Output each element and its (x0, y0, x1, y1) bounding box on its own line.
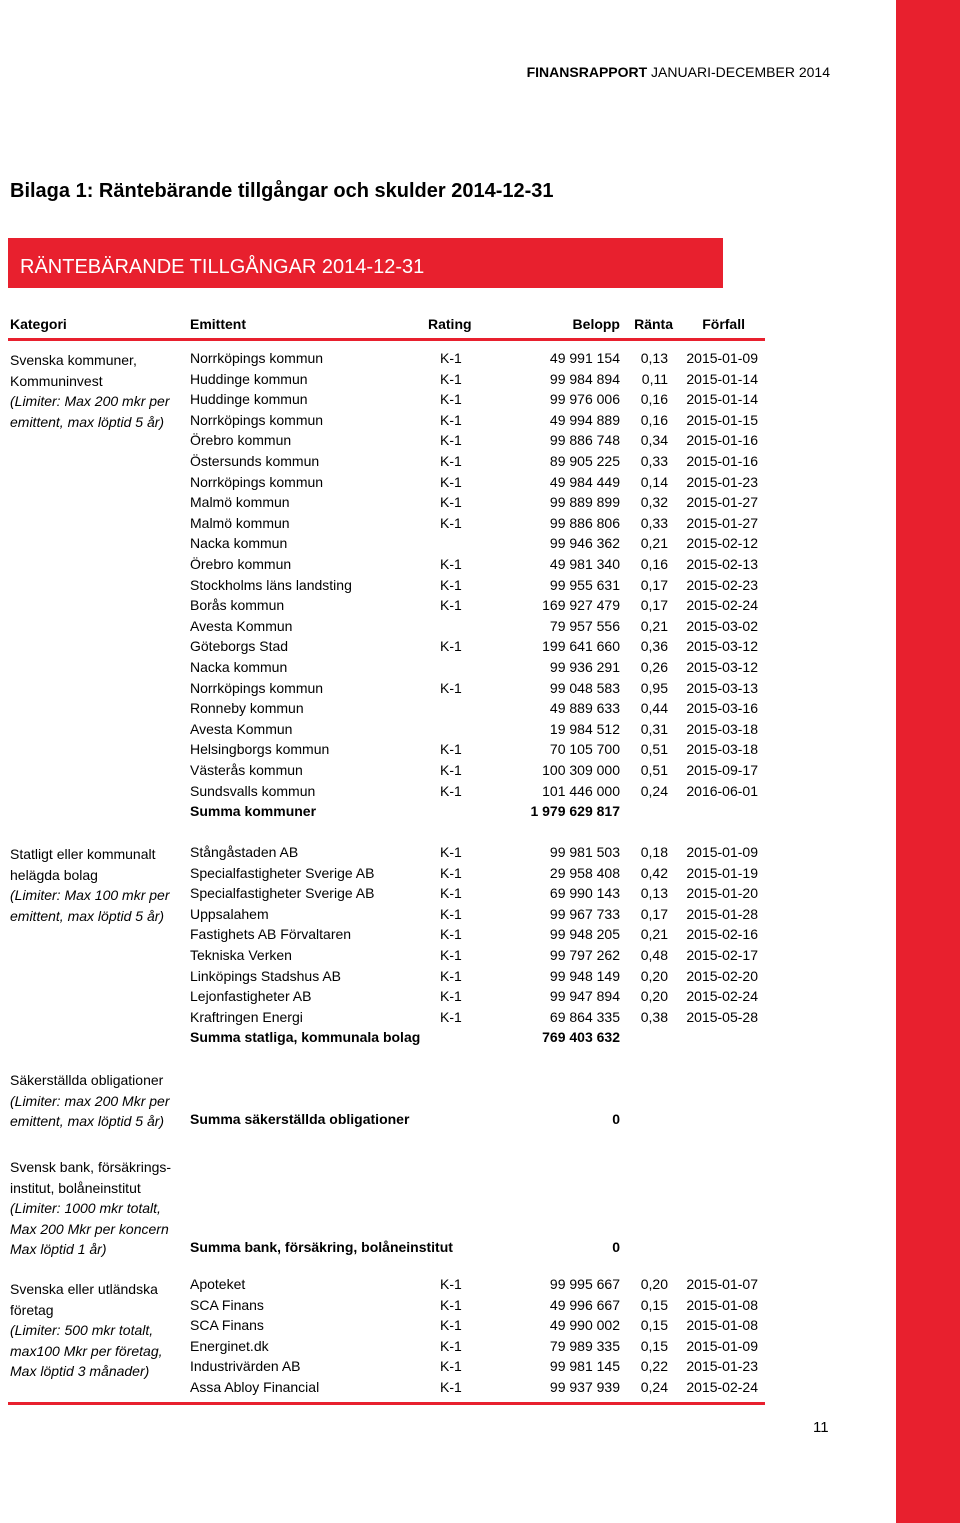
table-row (0, 1276, 896, 1296)
table-row (0, 968, 896, 988)
emittent-cell: Lejonfastigheter AB (190, 988, 312, 1005)
belopp-cell: 79 957 556 (549, 617, 620, 634)
emittent-cell: Huddinge kommun (190, 391, 308, 408)
column-header-rating: Rating (428, 316, 472, 332)
forfall-cell: 2015-02-24 (686, 1379, 758, 1395)
table-row (0, 515, 896, 535)
table-row (0, 432, 896, 452)
ranta-cell: 0,17 (640, 576, 668, 593)
emittent-cell: Östersunds kommun (190, 453, 320, 469)
belopp-cell: 99 967 733 (549, 905, 620, 922)
emittent-cell: Specialfastigheter Sverige AB (190, 864, 375, 881)
emittent-cell: Nacka kommun (190, 535, 288, 552)
belopp-cell: 99 797 262 (549, 947, 620, 963)
category-line: helägda bolag (10, 866, 98, 883)
table-row (0, 1379, 896, 1399)
forfall-cell: 2015-03-18 (686, 741, 758, 758)
table-row (0, 947, 896, 967)
forfall-cell: 2015-02-12 (686, 535, 758, 552)
emittent-cell: Industrivärden AB (190, 1358, 301, 1375)
ranta-cell: 0,24 (640, 782, 668, 799)
forfall-cell: 2015-03-12 (686, 638, 758, 655)
forfall-cell: 2015-01-15 (686, 411, 758, 428)
belopp-cell: 99 981 145 (549, 1358, 620, 1375)
rating-cell: K-1 (440, 782, 462, 799)
table-row (0, 535, 896, 555)
rating-cell: K-1 (440, 947, 462, 963)
sum-value: 769 403 632 (542, 1029, 620, 1046)
page-number: 11 (813, 1419, 829, 1436)
forfall-cell: 2015-01-09 (686, 1337, 758, 1354)
category-line: (Limiter: Max 100 mkr per (10, 887, 170, 903)
belopp-cell: 49 991 154 (549, 350, 620, 366)
forfall-cell: 2015-02-17 (686, 947, 758, 963)
rating-cell: K-1 (440, 741, 462, 758)
belopp-cell: 99 955 631 (549, 576, 620, 593)
forfall-cell: 2015-01-07 (686, 1276, 758, 1292)
emittent-cell: Uppsalahem (190, 905, 269, 922)
rating-cell: K-1 (440, 1296, 462, 1313)
forfall-cell: 2015-01-16 (686, 432, 758, 449)
table-row (0, 926, 896, 946)
emittent-cell: Helsingborgs kommun (190, 741, 330, 758)
forfall-cell: 2015-03-18 (686, 720, 758, 737)
table-row (0, 412, 896, 432)
belopp-cell: 89 905 225 (549, 453, 620, 469)
belopp-cell: 99 946 362 (549, 535, 620, 552)
ranta-cell: 0,20 (640, 988, 668, 1005)
ranta-cell: 0,36 (640, 638, 668, 655)
forfall-cell: 2015-02-20 (686, 967, 758, 984)
running-header-rest: JANUARI-DECEMBER 2014 (647, 64, 830, 80)
table-row (0, 494, 896, 514)
rating-cell: K-1 (440, 597, 462, 614)
rating-cell: K-1 (440, 885, 462, 902)
rating-cell: K-1 (440, 1379, 462, 1395)
forfall-cell: 2015-01-14 (686, 370, 758, 387)
belopp-cell: 49 984 449 (549, 473, 620, 490)
rating-cell: K-1 (440, 391, 462, 408)
table-row (0, 865, 896, 885)
rating-cell: K-1 (440, 494, 462, 511)
forfall-cell: 2015-01-16 (686, 453, 758, 469)
table-row (0, 988, 896, 1008)
ranta-cell: 0,42 (640, 864, 668, 881)
column-header-belopp: Belopp (572, 316, 620, 332)
rating-cell: K-1 (440, 638, 462, 655)
column-header-kategori: Kategori (10, 316, 67, 332)
emittent-cell: Huddinge kommun (190, 370, 308, 387)
belopp-cell: 99 889 899 (549, 494, 620, 511)
forfall-cell: 2015-01-27 (686, 514, 758, 531)
running-header (527, 64, 830, 80)
belopp-cell: 69 990 143 (549, 885, 620, 902)
table-row (0, 844, 896, 864)
table-row (0, 659, 896, 679)
rating-cell: K-1 (440, 1008, 462, 1025)
forfall-cell: 2015-01-14 (686, 391, 758, 408)
category-line: (Limiter: max 200 Mkr per (10, 1092, 170, 1109)
belopp-cell: 199 641 660 (542, 638, 620, 655)
rating-cell: K-1 (440, 926, 462, 943)
category-line: (Limiter: Max 200 mkr per (10, 393, 170, 409)
category-line: Max löptid 1 år) (10, 1241, 107, 1257)
belopp-cell: 99 048 583 (549, 679, 620, 696)
emittent-cell: Sundsvalls kommun (190, 782, 316, 799)
table-row (0, 783, 896, 803)
category-line: Svenska kommuner, (10, 352, 137, 368)
belopp-cell: 99 981 503 (549, 844, 620, 860)
belopp-cell: 101 446 000 (542, 782, 620, 799)
ranta-cell: 0,95 (640, 679, 668, 696)
ranta-cell: 0,13 (640, 350, 668, 366)
ranta-cell: 0,22 (640, 1358, 668, 1375)
forfall-cell: 2015-02-16 (686, 926, 758, 943)
emittent-cell: Assa Abloy Financial (190, 1379, 320, 1395)
column-header-forfall: Förfall (702, 316, 745, 332)
emittent-cell: Norrköpings kommun (190, 679, 324, 696)
forfall-cell: 2015-02-24 (686, 597, 758, 614)
forfall-cell: 2015-01-28 (686, 905, 758, 922)
rating-cell: K-1 (440, 556, 462, 572)
table-row (0, 885, 896, 905)
rating-cell: K-1 (440, 679, 462, 696)
rating-cell: K-1 (440, 576, 462, 593)
emittent-cell: Göteborgs Stad (190, 638, 289, 655)
section-banner-title: RÄNTEBÄRANDE TILLGÅNGAR 2014-12-31 (20, 256, 425, 278)
rating-cell: K-1 (440, 864, 462, 881)
table-row (0, 680, 896, 700)
table-row (0, 391, 896, 411)
sum-row (0, 1111, 896, 1131)
sum-label: Summa kommuner (190, 803, 317, 820)
forfall-cell: 2015-01-20 (686, 885, 758, 902)
belopp-cell: 49 994 889 (549, 411, 620, 428)
document-title: Bilaga 1: Räntebärande tillgångar och skulder 2014-12-31 (10, 180, 554, 202)
ranta-cell: 0,21 (640, 535, 668, 552)
forfall-cell: 2015-01-08 (686, 1296, 758, 1313)
forfall-cell: 2015-02-24 (686, 988, 758, 1005)
forfall-cell: 2015-01-23 (686, 473, 758, 490)
rating-cell: K-1 (440, 988, 462, 1005)
ranta-cell: 0,11 (641, 370, 668, 387)
sum-label: Summa säkerställda obligationer (190, 1111, 410, 1127)
rating-cell: K-1 (440, 1337, 462, 1354)
rating-cell: K-1 (440, 1358, 462, 1375)
emittent-cell: Malmö kommun (190, 514, 290, 531)
emittent-cell: Apoteket (190, 1276, 246, 1292)
table-row (0, 371, 896, 391)
rating-cell: K-1 (440, 1276, 462, 1292)
rating-cell: K-1 (440, 453, 462, 469)
ranta-cell: 0,48 (640, 947, 668, 963)
belopp-cell: 49 996 667 (549, 1296, 620, 1313)
table-row (0, 762, 896, 782)
ranta-cell: 0,16 (640, 411, 668, 428)
table-row (0, 1317, 896, 1337)
category-line: Kommuninvest (10, 372, 103, 389)
ranta-cell: 0,44 (640, 700, 668, 717)
ranta-cell: 0,31 (640, 720, 668, 737)
ranta-cell: 0,17 (640, 905, 668, 922)
ranta-cell: 0,34 (640, 432, 668, 449)
sum-value: 0 (612, 1239, 620, 1255)
emittent-cell: Ronneby kommun (190, 700, 304, 717)
forfall-cell: 2015-01-23 (686, 1358, 758, 1375)
running-header-bold: FINANSRAPPORT (526, 64, 648, 80)
sum-label: Summa statliga, kommunala bolag (190, 1029, 421, 1046)
belopp-cell: 99 976 006 (549, 391, 620, 408)
emittent-cell: Tekniska Verken (190, 947, 292, 963)
belopp-cell: 79 989 335 (549, 1337, 620, 1354)
forfall-cell: 2016-06-01 (686, 782, 758, 799)
forfall-cell: 2015-02-13 (686, 556, 758, 572)
belopp-cell: 169 927 479 (542, 597, 620, 614)
forfall-cell: 2015-05-28 (686, 1008, 758, 1025)
forfall-cell: 2015-03-12 (686, 659, 758, 675)
category-line: max100 Mkr per företag, (10, 1342, 163, 1359)
category-line: emittent, max löptid 5 år) (10, 413, 165, 430)
rating-cell: K-1 (440, 350, 462, 366)
sum-row (0, 803, 896, 823)
forfall-cell: 2015-09-17 (686, 762, 758, 778)
ranta-cell: 0,15 (640, 1317, 668, 1334)
emittent-cell: Stångåstaden AB (190, 844, 299, 860)
rating-cell: K-1 (440, 967, 462, 984)
belopp-cell: 70 105 700 (549, 741, 620, 758)
belopp-cell: 49 889 633 (549, 700, 620, 717)
ranta-cell: 0,21 (640, 617, 668, 634)
emittent-cell: Malmö kommun (190, 494, 290, 511)
category-line: institut, bolåneinstitut (10, 1179, 141, 1196)
belopp-cell: 99 948 149 (549, 967, 620, 984)
table-row (0, 1297, 896, 1317)
forfall-cell: 2015-01-27 (686, 494, 758, 511)
ranta-cell: 0,20 (640, 1276, 668, 1292)
table-row (0, 474, 896, 494)
table-row (0, 700, 896, 720)
table-row (0, 638, 896, 658)
table-row (0, 556, 896, 576)
ranta-cell: 0,51 (640, 741, 668, 758)
footer-rule (8, 1402, 765, 1405)
emittent-cell: Linköpings Stadshus AB (190, 967, 341, 984)
ranta-cell: 0,17 (640, 597, 668, 614)
ranta-cell: 0,26 (640, 659, 668, 675)
emittent-cell: Norrköpings kommun (190, 411, 324, 428)
ranta-cell: 0,33 (640, 514, 668, 531)
emittent-cell: Norrköpings kommun (190, 350, 324, 366)
sum-row (0, 1239, 896, 1259)
table-row (0, 618, 896, 638)
table-row (0, 577, 896, 597)
forfall-cell: 2015-01-09 (686, 844, 758, 860)
belopp-cell: 99 995 667 (549, 1276, 620, 1292)
belopp-cell: 99 886 806 (549, 514, 620, 531)
emittent-cell: SCA Finans (190, 1296, 264, 1313)
belopp-cell: 69 864 335 (549, 1008, 620, 1025)
rating-cell: K-1 (440, 432, 462, 449)
ranta-cell: 0,16 (640, 391, 668, 408)
table-row (0, 1009, 896, 1029)
category-line: Max 200 Mkr per koncern (10, 1220, 169, 1237)
ranta-cell: 0,14 (640, 473, 668, 490)
emittent-cell: Västerås kommun (190, 762, 303, 778)
emittent-cell: Avesta Kommun (190, 617, 293, 634)
column-header-emittent: Emittent (190, 316, 246, 332)
ranta-cell: 0,15 (640, 1337, 668, 1354)
emittent-cell: Fastighets AB Förvaltaren (190, 926, 352, 943)
section-banner (8, 238, 723, 288)
category-line: (Limiter: 1000 mkr totalt, (10, 1200, 161, 1216)
ranta-cell: 0,24 (640, 1379, 668, 1395)
ranta-cell: 0,51 (640, 762, 668, 778)
belopp-cell: 99 936 291 (549, 659, 620, 675)
emittent-cell: Energinet.dk (190, 1337, 269, 1354)
category-line: Säkerställda obligationer (10, 1072, 164, 1088)
table-row (0, 350, 896, 370)
sum-value: 1 979 629 817 (530, 803, 620, 820)
forfall-cell: 2015-03-16 (686, 700, 758, 717)
belopp-cell: 99 947 894 (549, 988, 620, 1005)
rating-cell: K-1 (440, 1317, 462, 1334)
emittent-cell: Kraftringen Energi (190, 1008, 303, 1025)
category-line: Statligt eller kommunalt (10, 846, 156, 862)
belopp-cell: 99 984 894 (549, 370, 620, 387)
ranta-cell: 0,32 (640, 494, 668, 511)
ranta-cell: 0,38 (640, 1008, 668, 1025)
ranta-cell: 0,21 (640, 926, 668, 943)
header-rule (8, 338, 765, 341)
belopp-cell: 29 958 408 (549, 864, 620, 881)
category-line: emittent, max löptid 5 år) (10, 1113, 165, 1129)
category-line: (Limiter: 500 mkr totalt, (10, 1322, 154, 1338)
ranta-cell: 0,20 (640, 967, 668, 984)
forfall-cell: 2015-01-19 (686, 864, 758, 881)
belopp-cell: 19 984 512 (549, 720, 620, 737)
table-row (0, 741, 896, 761)
emittent-cell: Norrköpings kommun (190, 473, 324, 490)
sum-row (0, 1029, 896, 1049)
emittent-cell: Avesta Kommun (190, 720, 293, 737)
rating-cell: K-1 (440, 370, 462, 387)
emittent-cell: Nacka kommun (190, 659, 288, 675)
rating-cell: K-1 (440, 762, 462, 778)
category-line: emittent, max löptid 5 år) (10, 907, 165, 924)
emittent-cell: Örebro kommun (190, 432, 292, 449)
table-row (0, 453, 896, 473)
table-row (0, 597, 896, 617)
ranta-cell: 0,13 (640, 885, 668, 902)
category-line: Svensk bank, försäkrings- (10, 1159, 172, 1175)
ranta-cell: 0,16 (640, 556, 668, 572)
belopp-cell: 49 990 002 (549, 1317, 620, 1334)
table-row (0, 721, 896, 741)
emittent-cell: SCA Finans (190, 1317, 264, 1334)
right-accent-bar (896, 0, 960, 1523)
emittent-cell: Borås kommun (190, 597, 285, 614)
category-line: Max löptid 3 månader) (10, 1363, 150, 1379)
ranta-cell: 0,15 (640, 1296, 668, 1313)
forfall-cell: 2015-03-13 (686, 679, 758, 696)
category-line: Svenska eller utländska (10, 1281, 158, 1297)
forfall-cell: 2015-01-08 (686, 1317, 758, 1334)
rating-cell: K-1 (440, 514, 462, 531)
emittent-cell: Stockholms läns landsting (190, 576, 352, 593)
belopp-cell: 100 309 000 (542, 762, 620, 778)
belopp-cell: 99 948 205 (549, 926, 620, 943)
emittent-cell: Specialfastigheter Sverige AB (190, 885, 375, 902)
ranta-cell: 0,33 (640, 453, 668, 469)
table-row (0, 1338, 896, 1358)
category-line: företag (10, 1301, 54, 1318)
sum-value: 0 (612, 1111, 620, 1127)
forfall-cell: 2015-01-09 (686, 350, 758, 366)
rating-cell: K-1 (440, 411, 462, 428)
table-row (0, 906, 896, 926)
table-row (0, 1358, 896, 1378)
forfall-cell: 2015-03-02 (686, 617, 758, 634)
emittent-cell: Örebro kommun (190, 556, 292, 572)
ranta-cell: 0,18 (640, 844, 668, 860)
belopp-cell: 99 937 939 (549, 1379, 620, 1395)
column-header-ranta: Ränta (634, 316, 673, 332)
belopp-cell: 49 981 340 (549, 556, 620, 572)
forfall-cell: 2015-02-23 (686, 576, 758, 593)
rating-cell: K-1 (440, 473, 462, 490)
rating-cell: K-1 (440, 905, 462, 922)
belopp-cell: 99 886 748 (549, 432, 620, 449)
rating-cell: K-1 (440, 844, 462, 860)
sum-label: Summa bank, försäkring, bolåneinstitut (190, 1239, 453, 1255)
